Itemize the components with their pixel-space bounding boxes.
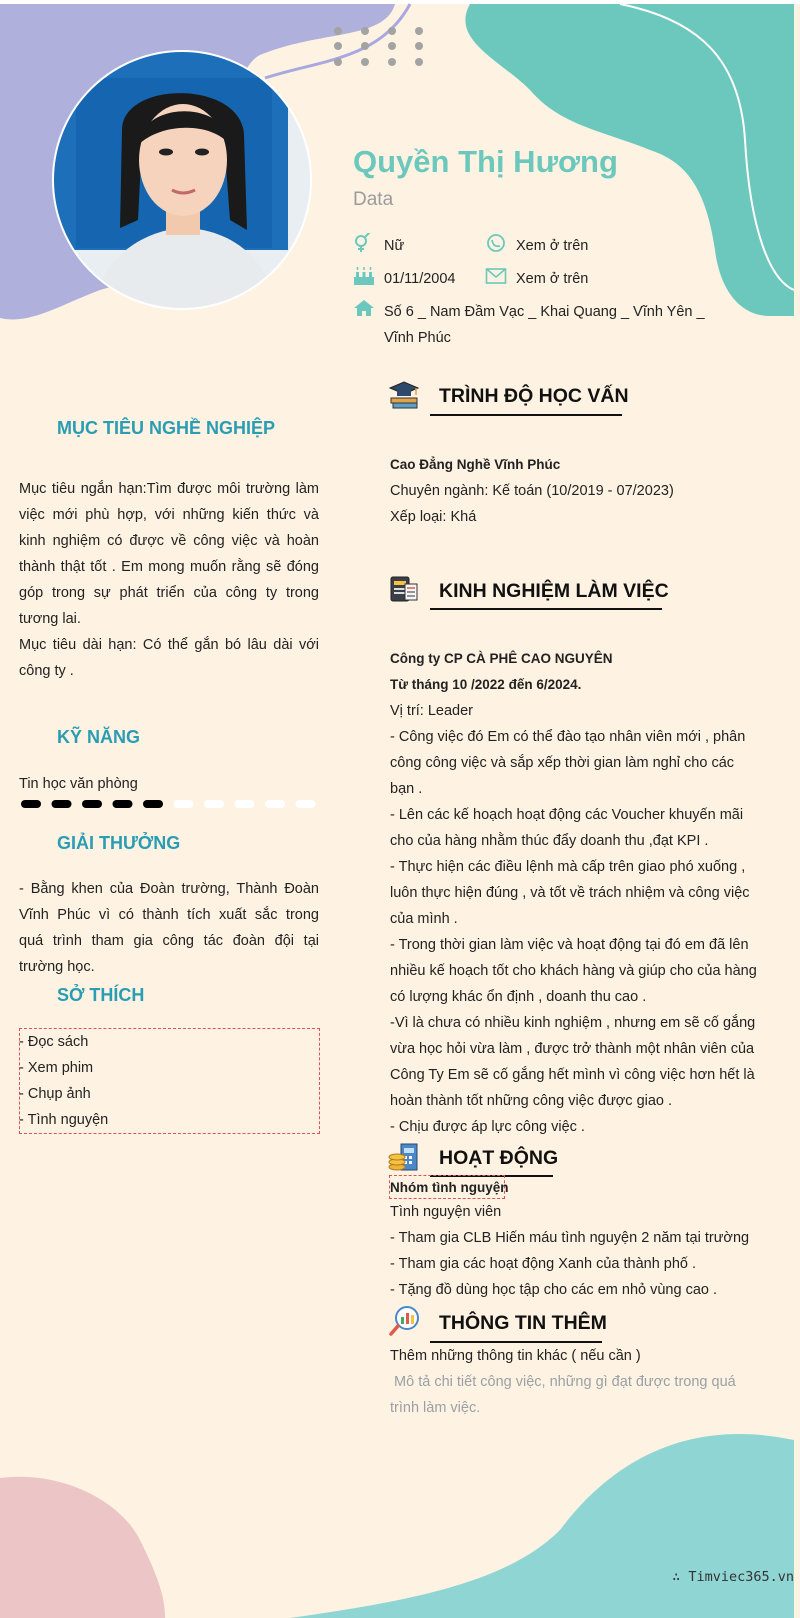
gender-icon	[353, 233, 375, 253]
goal-line: tương lai.	[19, 611, 81, 627]
experience-line: vừa học hỏi vừa làm , được trở thành một nhân viên của	[390, 1041, 755, 1057]
award-line: trường học.	[19, 959, 95, 975]
gender-value: Nữ	[384, 238, 405, 254]
experience-line: của mình .	[390, 911, 458, 927]
experience-line: - Lên các kế hoạch hoạt động các Voucher khuyến mãi	[390, 807, 744, 823]
more-info-icon	[388, 1305, 420, 1337]
education-body	[390, 452, 770, 530]
goal-line: góp trong sự phát triển của công ty trong	[19, 585, 319, 601]
birthday-icon	[353, 266, 375, 286]
education-major: Chuyên ngành: Kế toán (10/2019 - 07/2023)	[390, 483, 674, 499]
more-info-hint: trình làm việc.	[390, 1400, 481, 1416]
skill-dot-filled	[113, 800, 133, 808]
skill-dot-empty	[296, 800, 316, 808]
skill-dot-empty	[174, 800, 194, 808]
goal-line: thành thật tốt . Em mong muốn rằng sẽ đóng	[19, 559, 319, 575]
hobby-item: - Chụp ảnh	[19, 1086, 91, 1102]
skill-dot-empty	[235, 800, 255, 808]
skill-dot-empty	[204, 800, 224, 808]
email-icon	[485, 266, 507, 286]
activity-line: Tình nguyện viên	[390, 1204, 502, 1220]
hobby-item: - Xem phim	[19, 1060, 94, 1076]
experience-title: KINH NGHIỆM LÀM VIỆC	[439, 580, 669, 602]
career-goal-text	[19, 476, 319, 684]
job-title: Data	[353, 189, 394, 210]
education-rank: Xếp loại: Khá	[390, 509, 477, 525]
brand-footer[interactable]: ∴ Timviec365.vn	[672, 1569, 794, 1585]
activity-line: - Tham gia các hoạt động Xanh của thành phố .	[390, 1256, 697, 1272]
hobbies-title: SỞ THÍCH	[57, 985, 145, 1005]
skill-level-bar	[19, 798, 319, 810]
experience-line: hoàn thành tốt những công việc được giao .	[390, 1093, 673, 1109]
more-info-title: THÔNG TIN THÊM	[439, 1312, 607, 1334]
work-period: Từ tháng 10 /2022 đến 6/2024.	[390, 677, 582, 692]
award-line: quá trình tham gia công tác đoàn đội tại	[19, 933, 319, 949]
skill-dot-filled	[82, 800, 102, 808]
skill-name: Tin học văn phòng	[19, 776, 138, 792]
email-value: Xem ở trên	[516, 271, 589, 287]
activities-title: HOẠT ĐỘNG	[439, 1147, 559, 1169]
activity-group: Nhóm tình nguyện	[390, 1180, 509, 1195]
company-name: Công ty CP CÀ PHÊ CAO NGUYÊN	[390, 651, 613, 666]
skill-dot-filled	[21, 800, 41, 808]
phone-value: Xem ở trên	[516, 238, 589, 254]
experience-line: công công việc và sắp xếp thời gian làm nghỉ cho các	[390, 755, 735, 771]
address-line-2: Vĩnh Phúc	[384, 330, 451, 346]
experience-line: - Trong thời gian làm việc và hoạt động tại đó em đã lên	[390, 937, 749, 953]
activity-line: - Tham gia CLB Hiến máu tình nguyện 2 năm tại trường	[390, 1230, 750, 1246]
goal-line: việc mới phù hợp, với những kiến thức và	[19, 507, 319, 523]
pink-blob	[0, 1477, 165, 1618]
award-line: Vĩnh Phúc vì có thành tích xuất sắc trong	[19, 907, 319, 923]
experience-underline	[430, 608, 662, 610]
home-icon	[353, 298, 375, 318]
hobbies-list	[19, 1029, 319, 1133]
education-icon	[388, 378, 420, 410]
person-name: Quyền Thị Hương	[353, 144, 618, 179]
address-line-1: Số 6 _ Nam Đầm Vạc _ Khai Quang _ Vĩnh Yên _	[384, 304, 705, 320]
school-name: Cao Đẳng Nghề Vĩnh Phúc	[390, 457, 561, 472]
experience-line: cho của hàng nhằm thúc đẩy doanh thu ,đạt KPI .	[390, 833, 709, 849]
goal-line: công ty .	[19, 663, 74, 679]
more-info-body	[390, 1343, 770, 1421]
experience-line: có lượng khác ổn định , doanh thu cao .	[390, 989, 647, 1005]
hobby-item: - Đọc sách	[19, 1034, 89, 1050]
experience-line: Công Ty Em sẽ cố gắng hết mình vì công việc hơn hết là	[390, 1067, 755, 1083]
skill-dot-filled	[143, 800, 163, 808]
skill-dot-filled	[52, 800, 72, 808]
experience-line: -Vì là chưa có nhiều kinh nghiệm , nhưng em sẽ cố gắng	[390, 1015, 756, 1031]
activities-body	[390, 1199, 770, 1303]
awards-title: GIẢI THƯỞNG	[57, 833, 181, 853]
goal-line: kinh nghiệm có được về công việc và hoàn	[19, 533, 319, 549]
avatar	[52, 50, 312, 310]
experience-line: luôn thực hiện đúng , và tốt về trách nhiệm và công việc	[390, 885, 750, 901]
experience-line: nhiều kế hoạch tốt cho khách hàng và giúp cho của hàng	[390, 963, 757, 979]
activity-line: - Tặng đồ dùng học tập cho các em nhỏ vùng cao .	[390, 1282, 718, 1298]
education-title: TRÌNH ĐỘ HỌC VẤN	[439, 385, 629, 407]
awards-text	[19, 876, 319, 980]
education-underline	[430, 414, 622, 416]
experience-line: - Công việc đó Em có thể đào tạo nhân viên mới , phân	[390, 729, 746, 745]
birthday-value: 01/11/2004	[384, 271, 456, 287]
award-line: - Bằng khen của Đoàn trường, Thành Đoàn	[19, 881, 319, 897]
experience-icon	[388, 572, 420, 604]
experience-line: bạn .	[390, 781, 423, 797]
hobby-item: - Tình nguyện	[19, 1112, 109, 1128]
career-goal-title: MỤC TIÊU NGHỀ NGHIỆP	[57, 418, 276, 438]
experience-body	[390, 646, 770, 1140]
more-info-line: Thêm những thông tin khác ( nếu cần )	[390, 1348, 641, 1364]
experience-line: - Chịu được áp lực công việc .	[390, 1119, 585, 1135]
skills-title: KỸ NĂNG	[57, 727, 141, 747]
phone-icon	[485, 233, 507, 253]
activities-icon	[388, 1141, 420, 1173]
experience-line: Vị trí: Leader	[390, 703, 474, 719]
goal-line: Mục tiêu dài hạn: Có thể gắn bó lâu dài với	[19, 637, 319, 653]
goal-line: Mục tiêu ngắn hạn:Tìm được môi trường làm	[19, 481, 319, 497]
more-info-hint: Mô tả chi tiết công việc, những gì đạt được trong quá	[390, 1374, 736, 1390]
bottom-teal-blob	[290, 1434, 794, 1618]
skill-dot-empty	[265, 800, 285, 808]
experience-line: - Thực hiện các điều lệnh mà cấp trên giao phó xuống ,	[390, 859, 746, 875]
